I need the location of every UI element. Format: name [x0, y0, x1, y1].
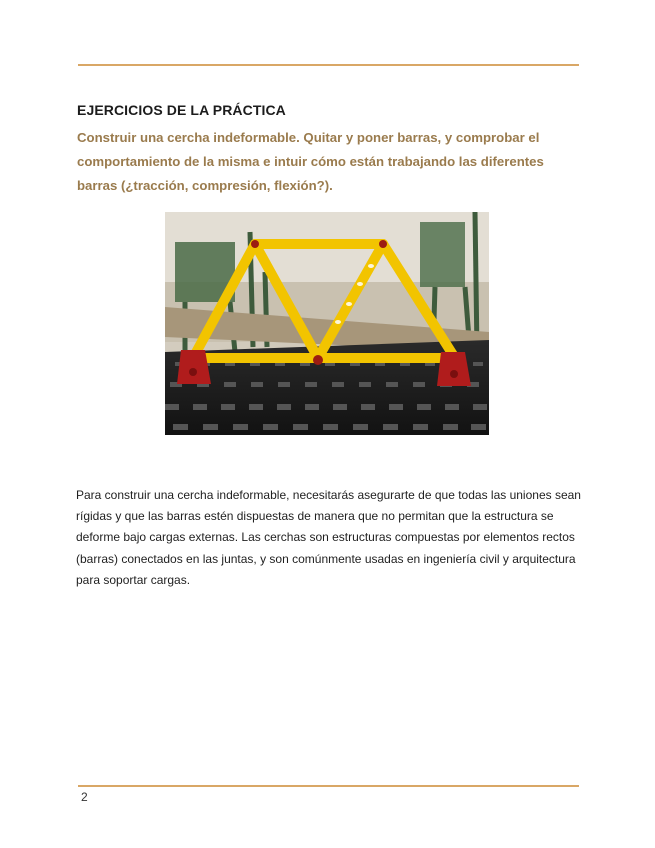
section-heading: EJERCICIOS DE LA PRÁCTICA [77, 102, 286, 118]
body-paragraph: Para construir una cercha indeformable, necesitarás asegurarte de que todas las uniones sean rígidas y que las barras estén dispuestas de manera que no permitan que la estructura se deforme bajo cargas externas. Las cerchas son estructuras compuestas por elementos rectos (barras) conectados en las juntas, y son comúnmente usadas en ingeniería civil y arquitectura para soportar cargas. [76, 488, 581, 587]
exercise-description: Construir una cercha indeformable. Quitar y poner barras, y comprobar el comportamiento de la misma e intuir cómo están trabajando las diferentes barras (¿tracción, compresión, flexión?). [77, 130, 544, 193]
truss-photo [165, 212, 489, 435]
header-rule [78, 64, 579, 66]
page-number: 2 [81, 790, 88, 804]
footer-rule [78, 785, 579, 787]
